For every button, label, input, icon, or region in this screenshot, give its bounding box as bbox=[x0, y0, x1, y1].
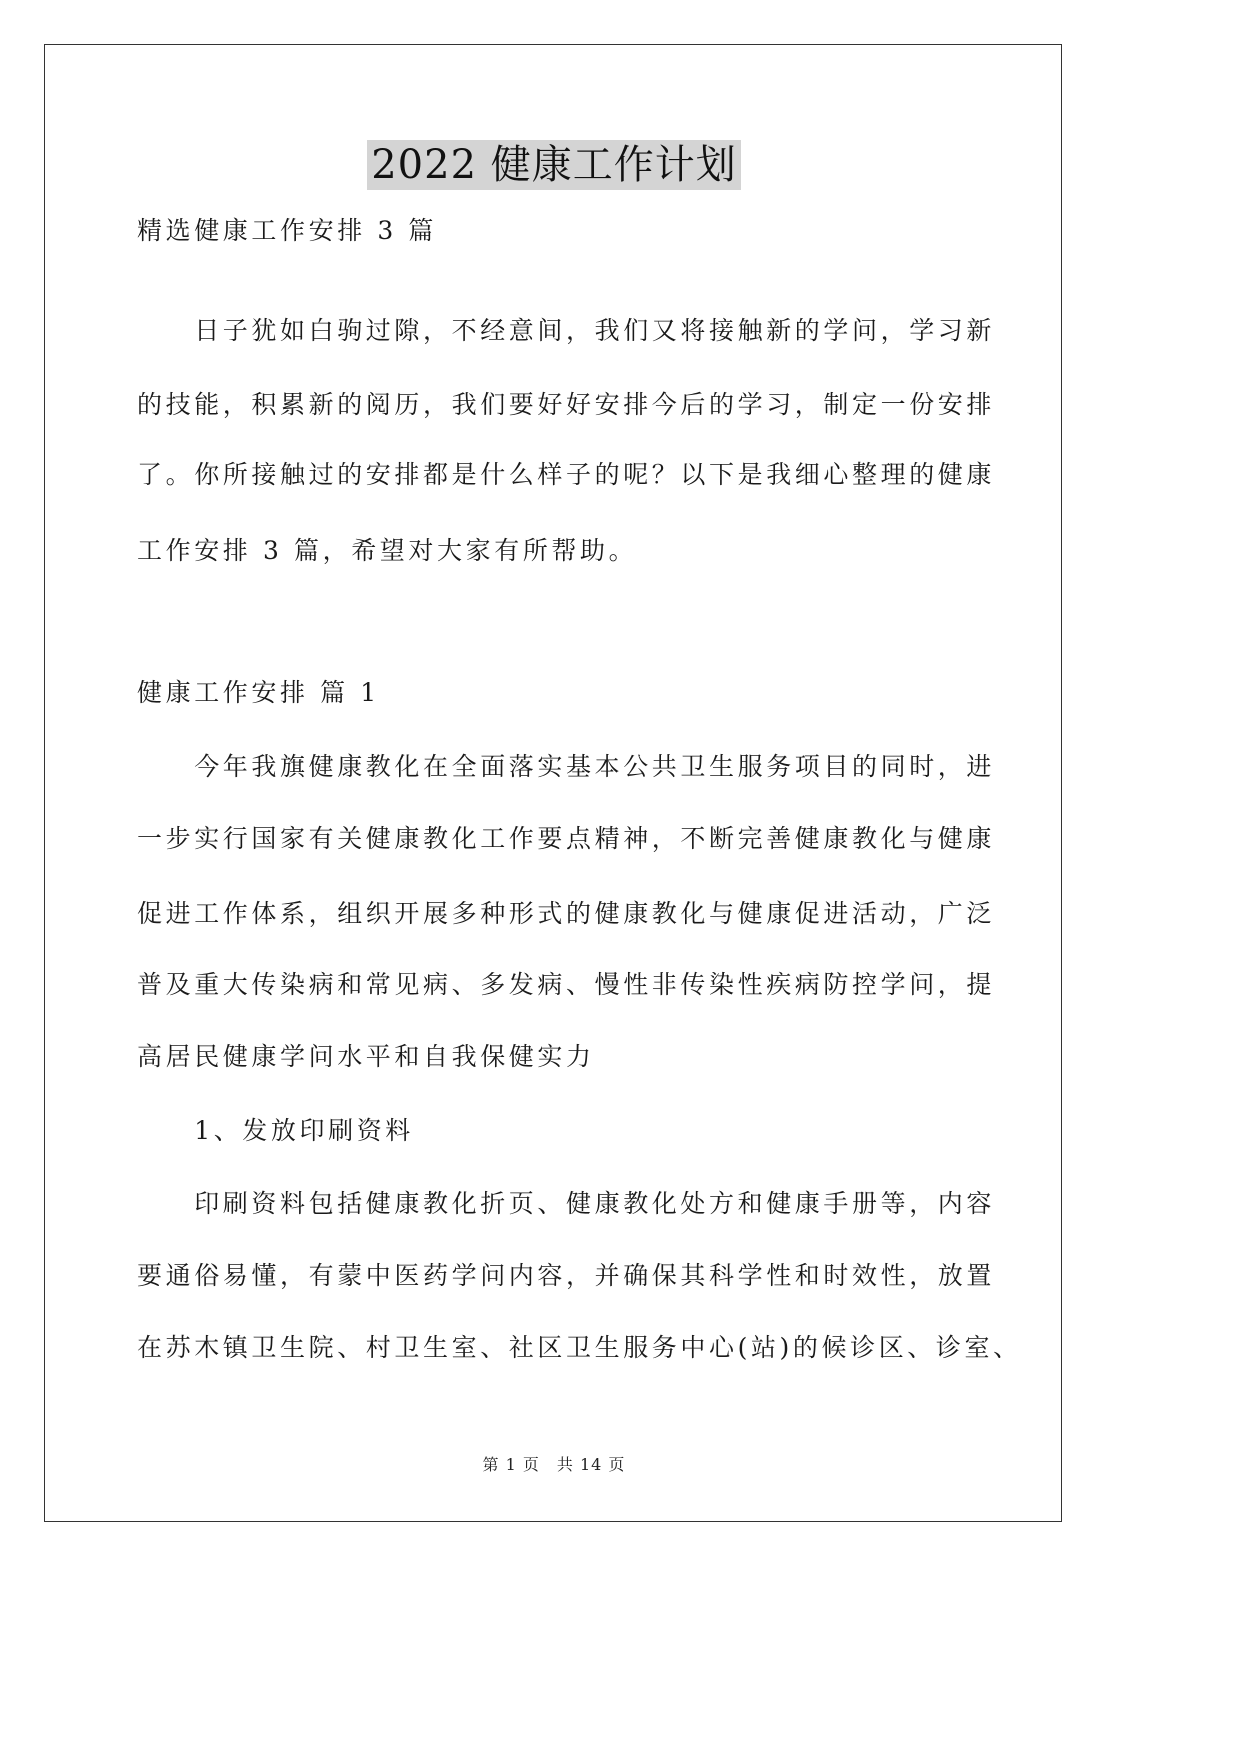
text-line: 的技能，积累新的阅历，我们要好好安排今后的学习，制定一份安排 bbox=[137, 390, 996, 419]
text-line: 要通俗易懂，有蒙中医药学问内容，并确保其科学性和时效性，放置 bbox=[137, 1261, 996, 1290]
page-number: 第 1 页 共 14 页 bbox=[482, 1455, 626, 1474]
text-line: 高居民健康学问水平和自我保健实力 bbox=[137, 1042, 595, 1071]
text-line: 印刷资料包括健康教化折页、健康教化处方和健康手册等，内容 bbox=[137, 1189, 996, 1218]
text-line: 在苏木镇卫生院、村卫生室、社区卫生服务中心(站)的候诊区、诊室、 bbox=[137, 1333, 1022, 1362]
section-heading: 健康工作安排 篇 1 bbox=[137, 678, 380, 707]
text-line: 促进工作体系，组织开展多种形式的健康教化与健康促进活动，广泛 bbox=[137, 899, 996, 928]
document-title: 2022 健康工作计划 bbox=[367, 140, 741, 190]
text-line: 普及重大传染病和常见病、多发病、慢性非传染性疾病防控学问，提 bbox=[137, 970, 996, 999]
text-line: 精选健康工作安排 3 篇 bbox=[137, 216, 438, 245]
subheading: 1、发放印刷资料 bbox=[137, 1116, 414, 1145]
text-line: 了。你所接触过的安排都是什么样子的呢？以下是我细心整理的健康 bbox=[137, 460, 996, 489]
text-line: 一步实行国家有关健康教化工作要点精神，不断完善健康教化与健康 bbox=[137, 824, 996, 853]
text-line: 日子犹如白驹过隙，不经意间，我们又将接触新的学问，学习新 bbox=[137, 316, 996, 345]
text-line: 今年我旗健康教化在全面落实基本公共卫生服务项目的同时，进 bbox=[137, 752, 996, 781]
text-line: 工作安排 3 篇，希望对大家有所帮助。 bbox=[137, 536, 638, 565]
